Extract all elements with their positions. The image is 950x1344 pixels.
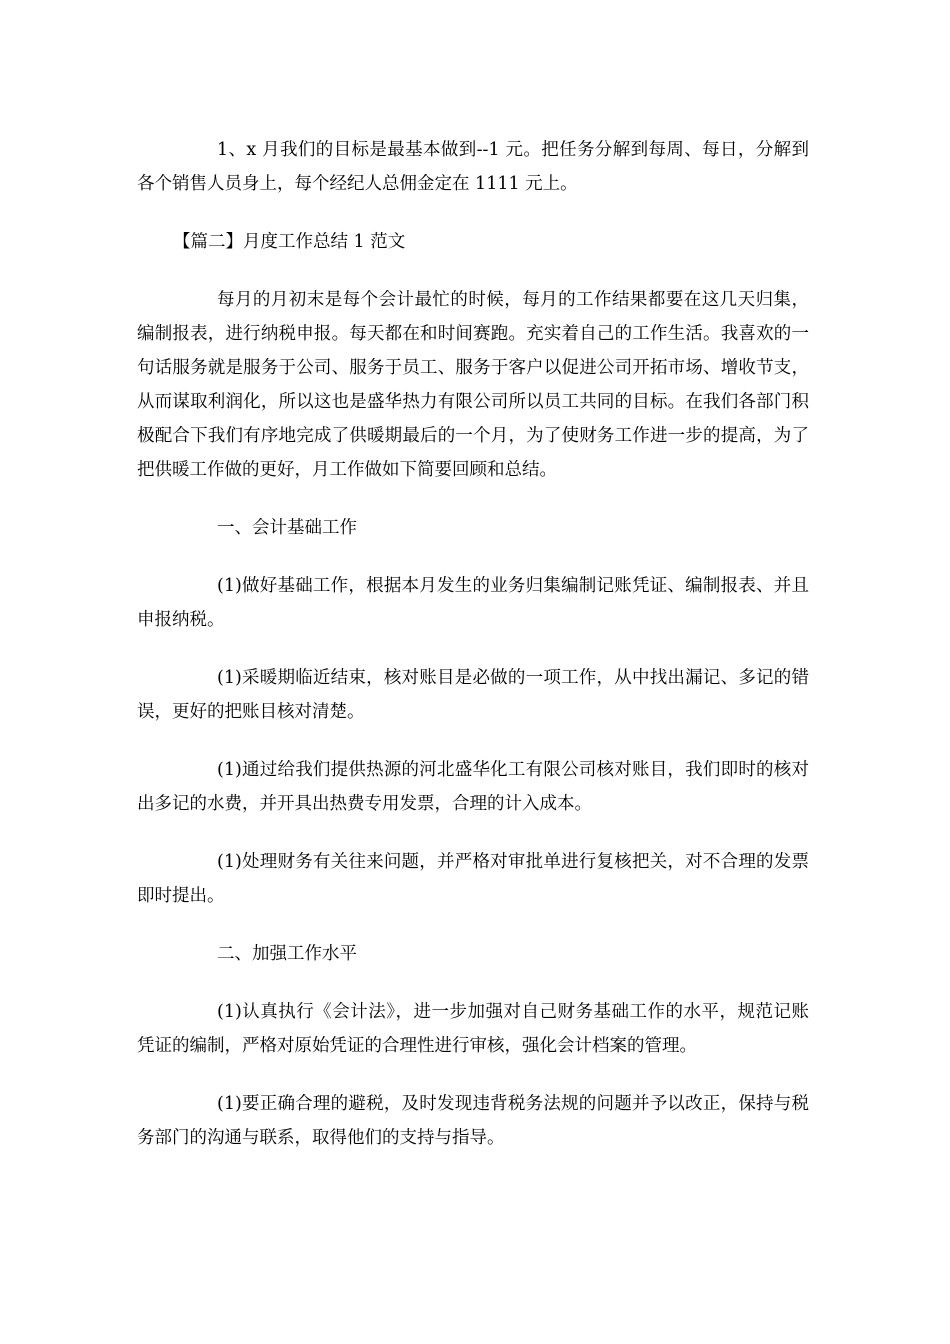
paragraph-strengthen-item-2: (1)要正确合理的避税，及时发现违背税务法规的问题并予以改正，保持与税务部门的沟通与联系，取得他们的支持与指导。 bbox=[137, 1094, 809, 1148]
document-page bbox=[137, 133, 809, 1179]
paragraph-intro: 每月的月初末是每个会计最忙的时候，每月的工作结果都要在这几天归集，编制报表，进行纳税申报。每天都在和时间赛跑。充实着自己的工作生活。我喜欢的一句话服务就是服务于公司、服务于员工、服务于客户以促进公司开拓市场、增收节支，从而谋取利润化，所以这也是盛华热力有限公司所以员工共同的目标。在我们各部门积极配合下我们有序地完成了供暖期最后的一个月，为了使财务工作进一步的提高，为了把供暖工作做的更好，月工作做如下简要回顾和总结。 bbox=[137, 290, 809, 480]
heading-accounting-basics: 一、会计基础工作 bbox=[217, 518, 357, 538]
paragraph-basics-item-1: (1)做好基础工作，根据本月发生的业务归集编制记账凭证、编制报表、并且申报纳税。 bbox=[137, 576, 809, 630]
paragraph-basics-item-2: (1)采暖期临近结束，核对账目是必做的一项工作，从中找出漏记、多记的错误，更好的把账目核对清楚。 bbox=[137, 668, 809, 722]
paragraph-basics-item-3: (1)通过给我们提供热源的河北盛华化工有限公司核对账目，我们即时的核对出多记的水费，并开具出热费专用发票，合理的计入成本。 bbox=[137, 760, 809, 814]
heading-strengthen-work: 二、加强工作水平 bbox=[217, 944, 357, 964]
paragraph-monthly-target: 1、x 月我们的目标是最基本做到--1 元。把任务分解到每周、每日，分解到各个销售人员身上，每个经纪人总佣金定在 1111 元上。 bbox=[137, 140, 809, 194]
section-title-part-two: 【篇二】月度工作总结 1 范文 bbox=[173, 232, 406, 252]
paragraph-strengthen-item-1: (1)认真执行《会计法》，进一步加强对自己财务基础工作的水平，规范记账凭证的编制，严格对原始凭证的合理性进行审核，强化会计档案的管理。 bbox=[137, 1002, 809, 1056]
paragraph-basics-item-4: (1)处理财务有关往来问题，并严格对审批单进行复核把关，对不合理的发票即时提出。 bbox=[137, 852, 809, 906]
